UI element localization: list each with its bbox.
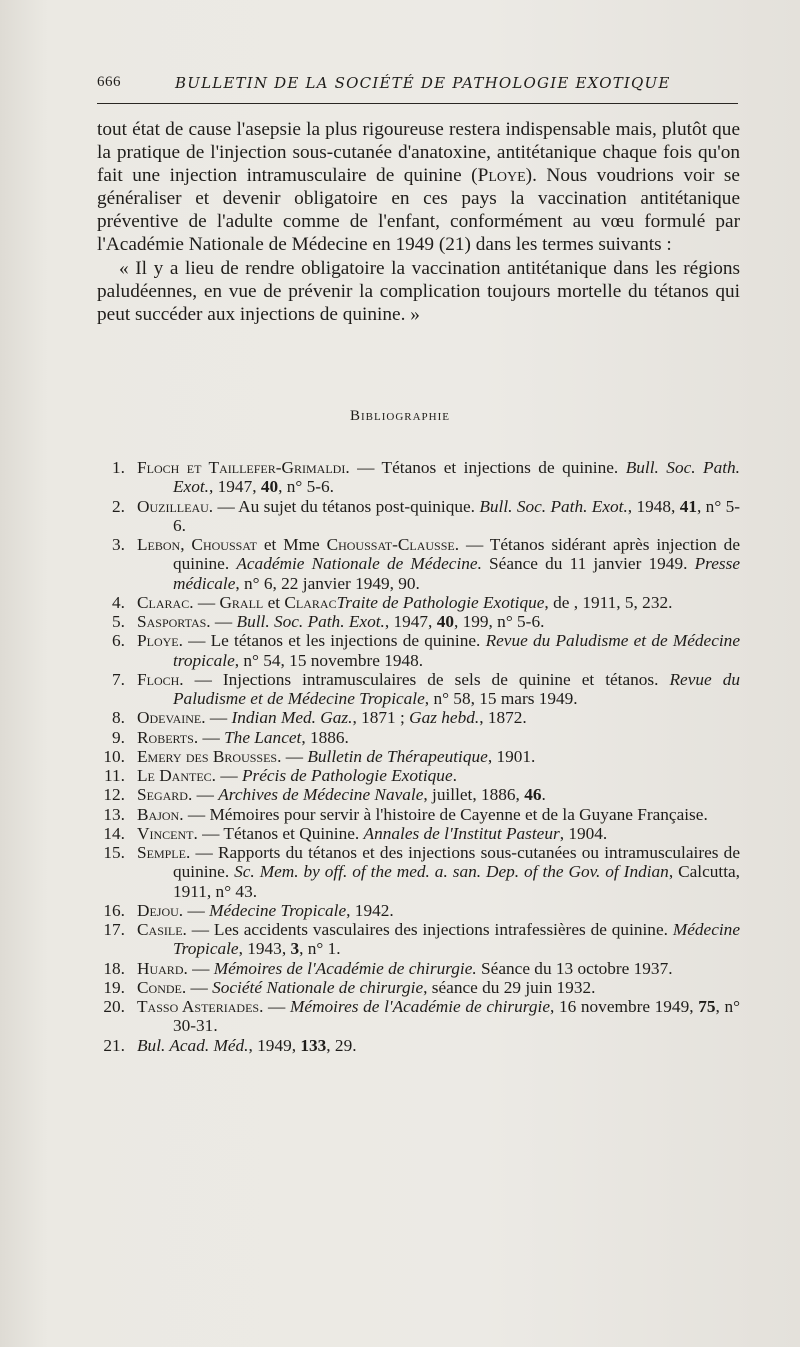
entry-number: 7. xyxy=(112,669,125,689)
entry-author: Floch et Taillefer-Grimaldi. xyxy=(137,458,350,477)
entry-a: — Mémoires pour servir à l'histoire de Cayenne et de la Guyane Française. xyxy=(183,804,708,824)
entry-c: , n° 54, 15 novembre 1948. xyxy=(234,650,424,670)
entry-a: — Tétanos et injections de quinine. xyxy=(349,458,626,477)
entry-b: , 1949, xyxy=(248,1035,301,1055)
entry-text xyxy=(137,997,740,1036)
entry-it2: Presse médicale xyxy=(173,554,740,593)
entry-a: — xyxy=(187,958,214,978)
entry-a: — xyxy=(198,727,225,747)
entry-it: Bul. Acad. Méd. xyxy=(137,1035,249,1055)
entry-author: Floch. xyxy=(137,669,184,689)
entry-a: — Injections intramusculaires de sels de quinine et tétanos. xyxy=(183,669,670,689)
bibliography-entry xyxy=(97,959,740,978)
entry-bold: 3 xyxy=(290,939,300,959)
bibliography-entry xyxy=(97,997,740,1036)
entry-author: Segard. xyxy=(137,785,193,805)
entry-bold: 133 xyxy=(300,1035,327,1055)
bibliography-entry xyxy=(97,824,740,843)
entry-number: 21. xyxy=(103,1035,125,1055)
entry-number: 13. xyxy=(103,804,125,824)
entry-author: Roberts. xyxy=(137,727,199,747)
entry-author3: Clarac xyxy=(284,592,337,612)
entry-it: Médecine Tropicale xyxy=(209,900,347,920)
entry-text xyxy=(137,535,740,593)
bibliography-entry xyxy=(97,631,740,670)
entry-number: 9. xyxy=(112,727,125,747)
entry-it: The Lancet xyxy=(224,727,302,747)
entry-it2: Gaz hebd. xyxy=(409,708,480,728)
paragraph-1: tout état de cause l'asepsie la plus rigoureuse restera indispensable mais, plutôt que la pratique de l'injection sous-cutanée d'anatoxine, antitétanique chaque fois qu'on fait une injection intramusculaire de quinine (Ploye). Nous voudrions voir se généraliser et devenir obligatoire en ces pays la vaccination antitétanique préventive de l'adulte comme de l'enfant, conformément au vœu formulé par l'Académie Nationale de Médecine en 1949 (21) dans les termes suivants : xyxy=(97,119,740,256)
bibliography-entry xyxy=(97,843,740,901)
entry-c: , 1901. xyxy=(487,746,536,766)
entry-a: — xyxy=(193,592,220,612)
entry-b: , 1871 ; xyxy=(352,708,410,728)
entry-number: 14. xyxy=(103,823,125,843)
entry-it: Mémoires de l'Académie de chirurgie xyxy=(290,997,550,1016)
entry-it: Académie Nationale de Médecine. xyxy=(236,554,482,574)
entry-number: 17. xyxy=(103,920,125,939)
bibliography-entry xyxy=(97,728,740,747)
entry-author: Sasportas. xyxy=(137,612,211,631)
entry-it: Sc. Mem. by off. of the med. a. san. Dep. of the Gov. of Indian xyxy=(234,862,669,882)
entry-text xyxy=(137,901,740,920)
entry-a: et Mme xyxy=(256,535,327,554)
entry-a: — xyxy=(281,746,308,766)
entry-a: — Le tétanos et les injections de quinine. xyxy=(182,631,486,651)
entry-a: — xyxy=(216,766,242,785)
entry-author: Le Dantec. xyxy=(137,766,217,785)
bibliography-entry xyxy=(97,747,740,766)
entry-text xyxy=(137,728,740,747)
entry-it: Bull. Soc. Path. Exot. xyxy=(479,496,628,516)
entry-c: , n° 1. xyxy=(299,939,341,959)
entry-number: 12. xyxy=(103,785,125,805)
entry-it: Revue du Paludisme et de Médecine Tropicale xyxy=(173,669,741,708)
entry-c: , 1904. xyxy=(559,823,608,843)
entry-text xyxy=(137,824,740,843)
bibliography-entry xyxy=(97,920,740,959)
entry-c: , 1872. xyxy=(479,708,527,728)
entry-author: Semple. xyxy=(137,843,191,862)
entry-b: , juillet, 1886, xyxy=(423,785,525,805)
entry-b: , 1947, xyxy=(384,612,437,631)
entry-number: 16. xyxy=(103,900,125,920)
section-heading: Bibliographie xyxy=(350,408,450,424)
entry-number: 10. xyxy=(103,746,125,766)
entry-number: 8. xyxy=(112,708,125,728)
entry-c: , 199, n° 5-6. xyxy=(453,612,545,631)
entry-number: 3. xyxy=(112,535,125,554)
bibliography-entry xyxy=(97,458,740,497)
bibliography-entry xyxy=(97,535,740,593)
entry-c: , n° 30-31. xyxy=(173,997,741,1036)
bibliography-list xyxy=(97,458,740,1055)
entry-text xyxy=(137,785,740,804)
entry-b: Séance du 11 janvier 1949. xyxy=(481,554,695,574)
entry-c: , n° 6, 22 janvier 1949, 90. xyxy=(235,573,420,593)
entry-bold: 46 xyxy=(524,785,542,805)
entry-a: — Tétanos et Quinine. xyxy=(197,823,364,843)
entry-author: Tasso Asteriades. xyxy=(137,997,264,1016)
bibliography-entry xyxy=(97,901,740,920)
entry-number: 5. xyxy=(112,612,125,631)
entry-number: 18. xyxy=(103,958,125,978)
entry-bold: 75 xyxy=(698,997,716,1016)
bibliography-entry xyxy=(97,593,740,612)
running-title: BULLETIN DE LA SOCIÉTÉ DE PATHOLOGIE EXOTIQUE xyxy=(175,74,671,92)
entry-a: — xyxy=(205,708,232,728)
bibliography-entry xyxy=(97,708,740,727)
entry-text xyxy=(137,631,740,670)
entry-c: , séance du 29 juin 1932. xyxy=(423,977,596,997)
entry-a2: et xyxy=(263,592,285,612)
bibliography-entry xyxy=(97,1036,740,1055)
entry-author: Casile. xyxy=(137,920,187,939)
entry-c: , n° 5-6. xyxy=(173,496,740,535)
entry-it: Bull. Soc. Path. Exot. xyxy=(173,458,740,497)
entry-c: . xyxy=(541,785,546,805)
entry-it: Traite de Pathologie Exotique xyxy=(336,592,545,612)
entry-author2: Grall xyxy=(219,592,264,612)
entry-author2: Choussat-Clausse. xyxy=(326,535,460,554)
entry-a: — xyxy=(192,785,219,805)
entry-b: , de xyxy=(544,592,574,612)
entry-a: — Les accidents vasculaires des injections intrafessières de quinine. xyxy=(186,920,673,939)
entry-it: Société Nationale de chirurgie xyxy=(212,977,424,997)
entry-text xyxy=(137,959,740,978)
entry-b: , 16 novembre 1949, xyxy=(550,997,699,1016)
entry-b: , 1943, xyxy=(238,939,291,959)
header-rule xyxy=(97,103,738,104)
entry-author: Huard. xyxy=(137,958,188,978)
entry-text xyxy=(137,497,740,536)
entry-it: Précis de Pathologie Exotique xyxy=(241,766,453,785)
entry-text xyxy=(137,1036,740,1055)
entry-it: Bulletin de Thérapeutique xyxy=(307,746,488,766)
entry-it: Annales de l'Institut Pasteur xyxy=(363,823,560,843)
entry-text xyxy=(137,612,740,631)
entry-text xyxy=(137,766,740,785)
entry-text xyxy=(137,978,740,997)
entry-a: — xyxy=(210,612,237,631)
entry-text xyxy=(137,458,740,497)
bibliography-entry xyxy=(97,978,740,997)
body-text xyxy=(97,118,740,326)
paragraph-2: « Il y a lieu de rendre obligatoire la vaccination antitétanique dans les régions paludéennes, en vue de prévenir la complication toujours mortelle du tétanos qui peut succéder aux injections de quinine. » xyxy=(97,257,740,325)
entry-author: Lebon, Choussat xyxy=(137,535,257,554)
entry-c: , n° 58, 15 mars 1949. xyxy=(424,689,578,708)
page-number: 666 xyxy=(97,74,121,90)
entry-author: Emery des Brousses. xyxy=(137,746,282,766)
entry-number: 15. xyxy=(103,843,125,862)
entry-b: , 1948, xyxy=(627,496,680,516)
bibliography-entry xyxy=(97,805,740,824)
entry-bold: 40 xyxy=(260,477,279,497)
entry-c: , 1911, 5, 232. xyxy=(573,592,673,612)
entry-author: Ploye. xyxy=(137,631,183,651)
entry-it: Bull. Soc. Path. Exot. xyxy=(236,612,385,631)
entry-a: — Rapports du tétanos et des injections sous-cutanées ou intramusculaires de quinine. xyxy=(173,843,740,882)
entry-it: Archives de Médecine Navale xyxy=(218,785,424,805)
entry-b: , 1947, xyxy=(209,477,261,497)
entry-text xyxy=(137,593,740,612)
bibliography-entry xyxy=(97,497,740,536)
entry-number: 19. xyxy=(103,977,125,997)
entry-number: 1. xyxy=(112,458,125,477)
entry-text xyxy=(137,747,740,766)
entry-author: Clarac. xyxy=(137,592,194,612)
entry-number: 11. xyxy=(104,766,125,785)
entry-a: — xyxy=(183,900,210,920)
bibliography-entry xyxy=(97,785,740,804)
entry-author: Bajon. xyxy=(137,804,184,824)
entry-a: — xyxy=(186,977,213,997)
entry-c: . xyxy=(452,766,457,785)
entry-it: Indian Med. Gaz. xyxy=(231,708,353,728)
entry-a2: — Tétanos sidérant après injection de quinine. xyxy=(173,535,740,574)
entry-a: — xyxy=(263,997,290,1016)
entry-author: Odevaine. xyxy=(137,708,206,728)
entry-number: 6. xyxy=(112,631,125,651)
entry-number: 4. xyxy=(112,592,125,612)
entry-c: , Calcutta, 1911, n° 43. xyxy=(173,862,740,901)
entry-author: Dejou. xyxy=(137,900,184,920)
entry-c: , 29. xyxy=(326,1035,357,1055)
entry-c: Séance du 13 octobre 1937. xyxy=(476,958,673,978)
entry-bold: 41 xyxy=(679,496,697,516)
entry-number: 2. xyxy=(112,496,125,516)
bibliography-entry xyxy=(97,612,740,631)
bibliography-entry xyxy=(97,670,740,709)
entry-text xyxy=(137,708,740,727)
entry-it: Mémoires de l'Académie de chirurgie. xyxy=(213,958,477,978)
entry-bold: 40 xyxy=(436,612,454,631)
entry-author: Conde. xyxy=(137,977,187,997)
entry-a: — Au sujet du tétanos post-quinique. xyxy=(213,496,480,516)
entry-text xyxy=(137,670,740,709)
entry-it: Médecine Tropicale xyxy=(173,920,740,959)
author-ref: Ploye xyxy=(477,165,526,187)
entry-c: , 1942. xyxy=(346,900,394,920)
entry-number: 20. xyxy=(103,997,125,1016)
entry-author: Vincent. xyxy=(137,823,198,843)
entry-text xyxy=(137,805,740,824)
entry-c: , 1886. xyxy=(301,727,349,747)
entry-it: Revue du Paludisme et de Médecine tropicale xyxy=(173,631,740,670)
entry-c: , n° 5-6. xyxy=(278,477,334,497)
entry-text xyxy=(137,920,740,959)
entry-text xyxy=(137,843,740,901)
bibliography-entry xyxy=(97,766,740,785)
entry-author: Ouzilleau. xyxy=(137,496,214,516)
